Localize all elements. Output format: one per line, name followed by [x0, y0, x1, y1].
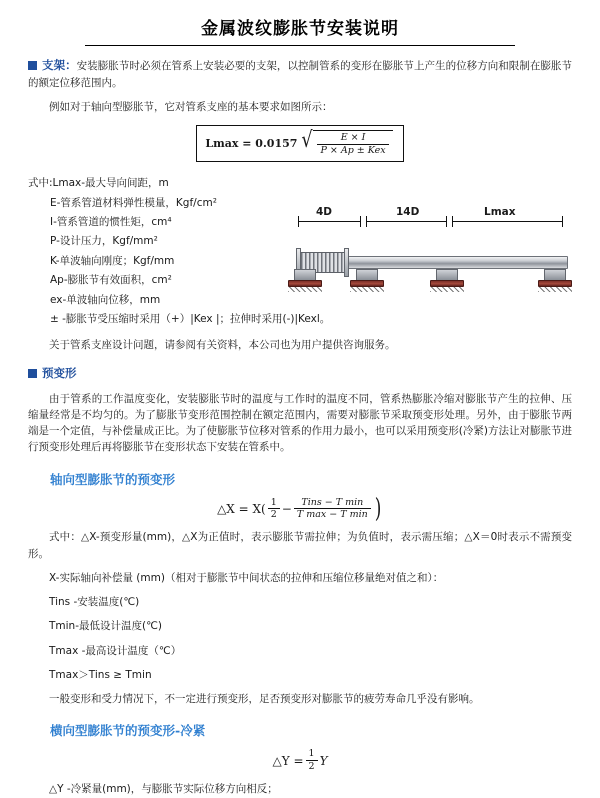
anchor-support-icon: [538, 269, 572, 291]
guide-support-icon: [350, 269, 384, 291]
diagram-dimension-row: [288, 206, 576, 222]
diagram-label-14d: 14D: [396, 206, 420, 218]
axial-line-6: Tmax＞Tins ≥ Tmin: [49, 668, 152, 681]
axial-equation-lhs: △X = X(: [217, 501, 266, 516]
section-support-heading: 支架：: [42, 58, 77, 72]
subsection-axial-title: 轴向型膨胀节的预变形: [50, 471, 176, 487]
diagram-label-lmax: Lmax: [484, 206, 516, 218]
definition-item: K-单波轴向刚度；Kgf/mm: [50, 254, 175, 267]
axial-line-2: X-实际轴向补偿量 (mm)（相对于膨胀节中间状态的拉伸和压缩位移量绝对值之和）：: [49, 571, 444, 584]
section-predeform-heading-row: [28, 365, 572, 383]
pipe-support-diagram: [288, 206, 576, 314]
blue-square-icon: [28, 369, 37, 378]
document-page: [0, 14, 600, 796]
axial-line-1: 式中：△X-预变形量(mm)，△X为正值时，表示膨胀节需拉伸；为负值时，表示需压缩；△X＝0时表示不需预变形。: [28, 531, 572, 560]
sqrt-numerator: E × I: [340, 132, 366, 144]
sqrt-denominator: P × Ap ± Kex: [317, 144, 388, 157]
section-support-p3: 关于管系支座设计问题，请参阅有关资料，本公司也为用户提供咨询服务。: [49, 339, 396, 352]
axial-equation-coefficient: $\frac{1}{2}$: [268, 497, 280, 522]
definition-item: I-管系管道的惯性矩，cm⁴: [50, 215, 172, 228]
axial-equation-rhs: ): [374, 493, 382, 524]
definition-item: ± -膨胀节受压缩时采用（+）|Kex |；拉伸时采用(-)|Kexl。: [50, 313, 331, 326]
lateral-equation: [28, 748, 572, 773]
section-support-p2: 例如对于轴向型膨胀节，它对管系支座的基本要求如图所示：: [49, 101, 333, 114]
guide-support-icon: [430, 269, 464, 291]
axial-equation: [28, 493, 572, 524]
sqrt-expression: [300, 130, 392, 157]
lateral-equation-lhs: △Y =: [272, 753, 304, 768]
title-underline: [85, 45, 515, 46]
page-title: 金属波纹膨胀节安装说明: [201, 19, 399, 39]
sqrt-sign-icon: √: [301, 128, 314, 154]
section-predeform-p1: 由于管系的工作温度变化，安装膨胀节时的温度与工作时的温度不同，管系热膨胀冷缩对膨胀节产生的拉伸、压缩量经常是不均匀的。为了膨胀节变形范围控制在额定范围内，需要对膨胀节采取预变形处理。另外，由于膨胀节两端是一个定值，与补偿量成正比。为了使膨胀节位移对管系的作用力最小，也可以采用预变形(冷紧)方法让对膨胀节进行预变形处理后再将膨胀节在变形状态下安装在管系中。: [28, 392, 572, 454]
definition-item: ex-单波轴向位移，mm: [50, 293, 161, 306]
lateral-line-1: △Y -冷紧量(mm)，与膨胀节实际位移方向相反；: [49, 783, 278, 796]
definition-item: 式中:Lmax-最大导向间距，m: [28, 177, 169, 190]
definition-item: P-设计压力，Kgf/mm²: [50, 235, 158, 248]
lateral-equation-coefficient: $\frac{1}{2}$: [306, 748, 318, 773]
axial-line-4: Tmin-最低设计温度(℃): [49, 620, 162, 633]
definition-item: Ap-膨胀节有效面积，cm²: [50, 274, 172, 287]
flange-icon: [344, 248, 349, 277]
section-support-text: 安装膨胀节时必须在管系上安装必要的支架，以控制管系的变形在膨胀节上产生的位移方向和限制在膨胀节的额定位移范围内。: [28, 60, 573, 89]
axial-line-3: Tins -安装温度(℃): [49, 596, 140, 609]
document-body: [0, 57, 600, 798]
lateral-equation-rhs: Y: [319, 753, 328, 768]
subsection-lateral-title: 横向型膨胀节的预变形-冷紧: [50, 723, 206, 739]
axial-line-7: 一般变形和受力情况下，不一定进行预变形，足否预变形对膨胀节的疲劳寿命几乎没有影响。: [49, 693, 480, 706]
section-support-paragraph: [28, 57, 572, 91]
blue-square-icon: [28, 61, 37, 70]
axial-line-5: Tmax -最高设计温度（℃）: [49, 644, 182, 657]
anchor-support-icon: [288, 269, 322, 291]
lmax-formula-wrapper: [28, 115, 572, 166]
section-predeform-heading: 预变形: [42, 365, 77, 380]
lmax-formula-box: [196, 125, 403, 162]
axial-equation-minus: −: [281, 501, 292, 516]
diagram-pipe-assembly: [288, 232, 576, 310]
axial-equation-fraction: $\frac{\text{Tins − T min}}{\text{T max − T min}}$: [294, 497, 371, 522]
lmax-formula-lhs: Lmax = 0.0157: [205, 137, 298, 151]
diagram-label-4d: 4D: [316, 206, 333, 218]
definition-item: E-管系管道材料弹性模量，Kgf/cm²: [50, 196, 217, 209]
